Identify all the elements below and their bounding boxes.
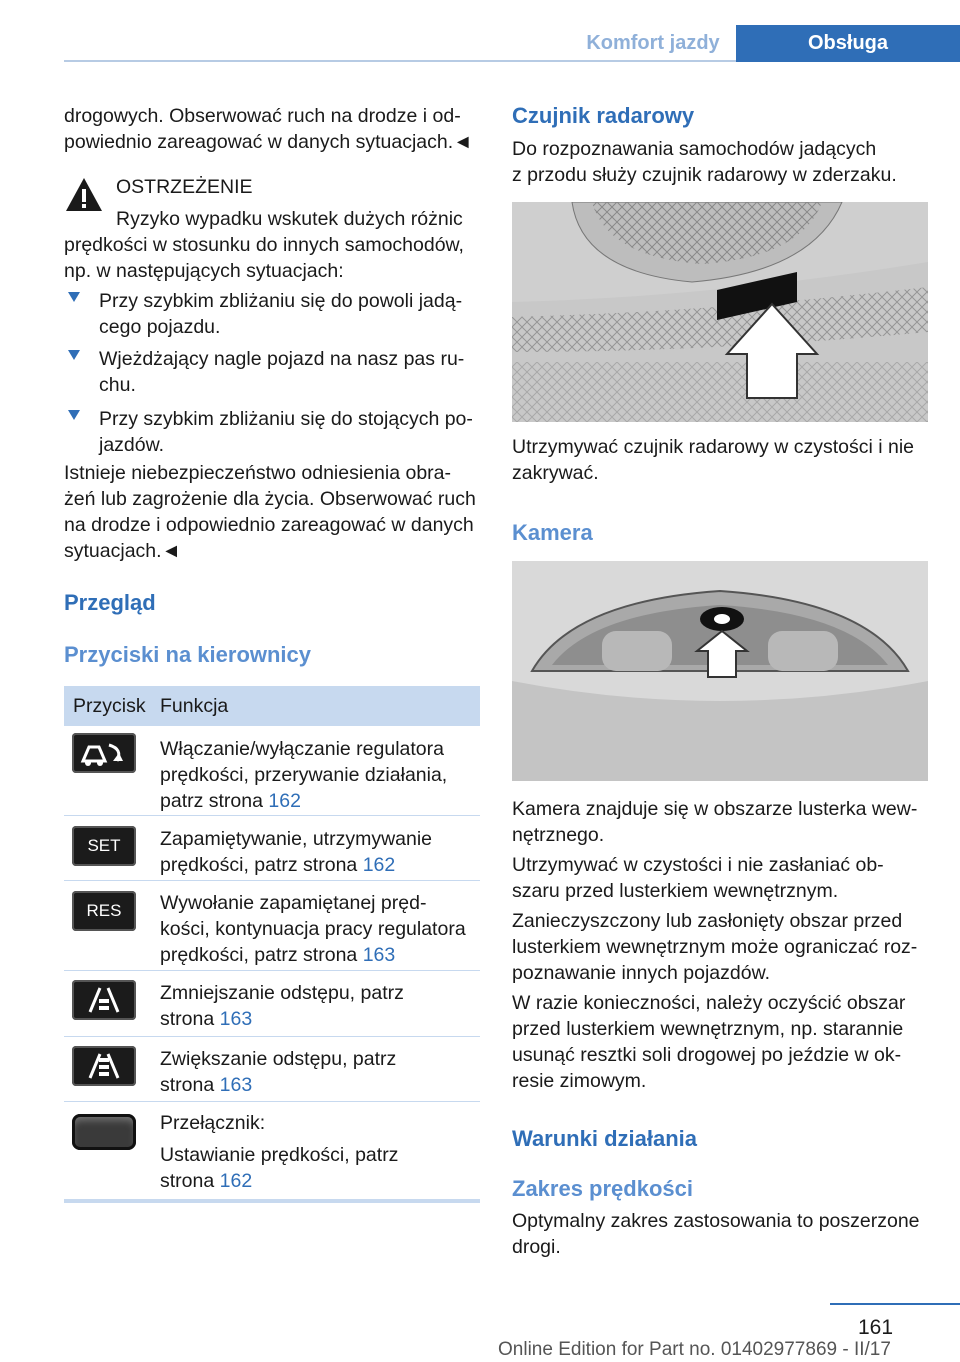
column-header-function: Funkcja xyxy=(160,695,229,717)
heading-radar-sensor: Czujnik radarowy xyxy=(512,103,695,128)
heading-steering-buttons: Przyciski na kierownicy xyxy=(64,642,312,667)
radar-sensor-image xyxy=(512,202,928,422)
bullet-triangle-icon xyxy=(68,410,80,420)
table-cell-function: Zapamiętywanie, utrzymywanie prędkości, patrz strona 162 xyxy=(160,828,433,876)
heading-camera: Kamera xyxy=(512,520,593,545)
heading-overview: Przegląd xyxy=(64,590,156,615)
table-cell-function: Zwiększanie odstępu, patrz strona 163 xyxy=(160,1048,397,1096)
table-cell-function: Włączanie/wyłączanie regulatora prędkości, przerywanie działania, patrz strona 162 xyxy=(160,738,448,812)
camera-paragraph-3: Zanieczyszczony lub zasłonięty obszar przed lusterkiem wewnętrznym może ograniczać roz- poznawanie innych pojazdów. xyxy=(512,910,918,984)
intro-paragraph: drogowych. Obserwować ruch na drodze i od- powiednio zareagować w danych sytuacjach.◄ xyxy=(64,105,473,153)
page-link[interactable]: 162 xyxy=(362,854,396,876)
row-divider xyxy=(64,970,480,971)
header-chapter-tab[interactable]: Obsługa xyxy=(736,25,960,62)
bullet-text: Przy szybkim zbliżaniu się do powoli jadą- cego pojazdu. xyxy=(99,290,463,338)
cruise-control-icon xyxy=(72,733,136,773)
column-header-button: Przycisk xyxy=(73,695,146,717)
camera-paragraph-4: W razie konieczności, należy oczyścić obszar przed lusterkiem wewnętrznym, np. starannie usunąć resztki soli drogowej po jeździe w ok- resie zimowym. xyxy=(512,992,906,1092)
bullet-item xyxy=(64,346,484,398)
bullet-text: Wjeżdżający nagle pojazd na nasz pas ru- chu. xyxy=(99,348,465,396)
table-cell-function: Zmniejszanie odstępu, patrz strona 163 xyxy=(160,982,404,1030)
camera-image xyxy=(512,561,928,781)
warning-text-line1: Ryzyko wypadku wskutek dużych różnic xyxy=(116,208,463,230)
header-section-tab[interactable]: Komfort jazdy xyxy=(586,31,720,54)
page-link[interactable]: 163 xyxy=(219,1008,253,1030)
rocker-switch-icon xyxy=(72,1114,136,1150)
table-cell-function-title: Przełącznik: xyxy=(160,1112,266,1134)
danger-paragraph: Istnieje niebezpieczeństwo odniesienia obra- żeń lub zagrożenie dla życia. Obserwować ruch na drodze i odpowiednio zareagować w danych sytuacjach.◄ xyxy=(64,462,476,562)
table-cell-function: Wywołanie zapamiętanej pręd- kości, kontynuacja pracy regulatora prędkości, patrz strona 163 xyxy=(160,892,466,966)
page-number: 161 xyxy=(858,1316,894,1339)
distance-increase-icon xyxy=(72,1046,136,1086)
table-header xyxy=(64,686,480,726)
row-divider xyxy=(64,880,480,881)
camera-paragraph-2: Utrzymywać w czystości i nie zasłaniać ob- szaru przed lusterkiem wewnętrznym. xyxy=(512,854,884,902)
heading-operating-conditions: Warunki działania xyxy=(512,1126,698,1151)
warning-triangle-icon xyxy=(64,176,104,214)
bullet-text: Przy szybkim zbliżaniu się do stojących po- jazdów. xyxy=(99,408,473,456)
row-divider xyxy=(64,1036,480,1037)
page-link[interactable]: 162 xyxy=(268,790,301,812)
bullet-item xyxy=(64,288,484,340)
radar-note: Utrzymywać czujnik radarowy w czystości i nie zakrywać. xyxy=(512,436,915,484)
warning-text: prędkości w stosunku do innych samochodów, np. w następujących sytuacjach: xyxy=(64,234,464,282)
distance-decrease-icon xyxy=(72,980,136,1020)
row-divider xyxy=(64,1101,480,1102)
page-link[interactable]: 162 xyxy=(219,1170,253,1192)
warning-title: OSTRZEŻENIE xyxy=(116,176,253,198)
footer-rule xyxy=(830,1303,960,1305)
bullet-triangle-icon xyxy=(68,292,80,302)
edition-line: Online Edition for Part no. 01402977869 - II/17 xyxy=(498,1339,891,1360)
page-link[interactable]: 163 xyxy=(362,944,396,966)
page-link[interactable]: 163 xyxy=(219,1074,253,1096)
bullet-triangle-icon xyxy=(68,350,80,360)
row-divider xyxy=(64,815,480,816)
bullet-item xyxy=(64,406,484,458)
heading-speed-range: Zakres prędkości xyxy=(512,1176,693,1201)
res-button-icon: RES xyxy=(72,891,136,931)
table-bottom-rule xyxy=(64,1199,480,1203)
speed-range-text: Optymalny zakres zastosowania to poszerzone drogi. xyxy=(512,1210,920,1258)
table-cell-function: Ustawianie prędkości, patrz strona 162 xyxy=(160,1144,399,1192)
camera-paragraph-1: Kamera znajduje się w obszarze lusterka wew- nętrznego. xyxy=(512,798,918,846)
radar-description: Do rozpoznawania samochodów jadących z przodu służy czujnik radarowy w zderzaku. xyxy=(512,138,897,186)
set-button-icon: SET xyxy=(72,826,136,866)
